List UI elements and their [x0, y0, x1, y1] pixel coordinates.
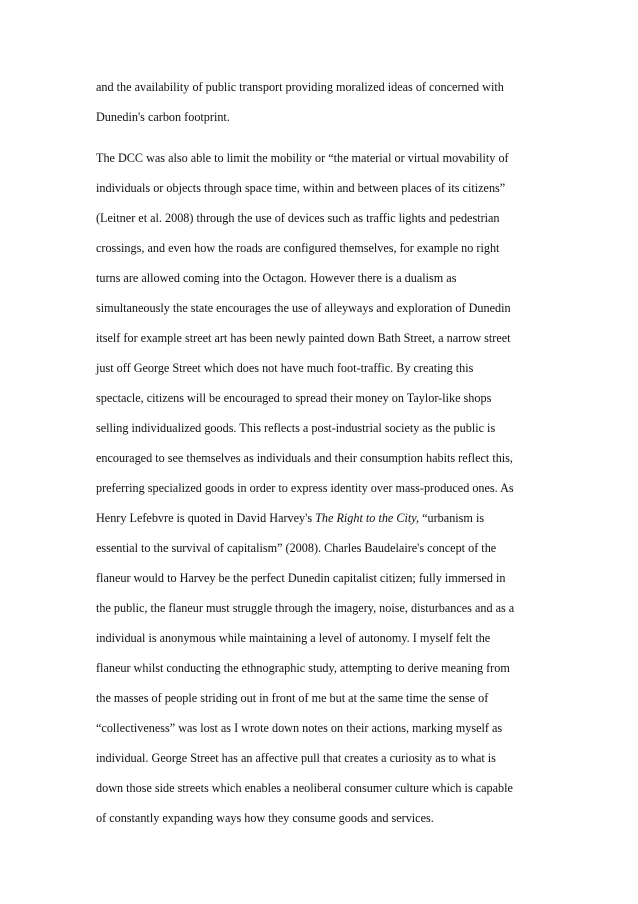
text-line: encouraged to see themselves as individuals and their consumption habits reflect this,: [96, 451, 513, 465]
text-line: turns are allowed coming into the Octagon. However there is a dualism as: [96, 271, 457, 285]
text-line: individual. George Street has an affective pull that creates a curiosity as to what is: [96, 751, 496, 765]
text-line: simultaneously the state encourages the use of alleyways and exploration of Dunedin: [96, 301, 511, 315]
text-line: down those side streets which enables a neoliberal consumer culture which is capable: [96, 781, 513, 795]
text-line: flaneur would to Harvey be the perfect Dunedin capitalist citizen; fully immersed in: [96, 571, 506, 585]
text-line: spectacle, citizens will be encouraged to spread their money on Taylor-like shops: [96, 391, 492, 405]
text-line: individual is anonymous while maintaining a level of autonomy. I myself felt the: [96, 631, 491, 645]
text-line: of constantly expanding ways how they consume goods and services.: [96, 811, 434, 825]
text-line: preferring specialized goods in order to express identity over mass-produced ones. As: [96, 481, 514, 495]
text-line: (Leitner et al. 2008) through the use of devices such as traffic lights and pedestrian: [96, 211, 500, 225]
book-title: The Right to the City,: [315, 511, 420, 525]
text-line: essential to the survival of capitalism” (2008). Charles Baudelaire's concept of the: [96, 541, 497, 555]
text-line: flaneur whilst conducting the ethnographic study, attempting to derive meaning from: [96, 661, 510, 675]
text-line: crossings, and even how the roads are configured themselves, for example no right: [96, 241, 500, 255]
text-line: selling individualized goods. This reflects a post-industrial society as the public is: [96, 421, 496, 435]
citation-text-after: “urbanism is: [419, 511, 485, 525]
text-line: Dunedin's carbon footprint.: [96, 110, 230, 124]
text-line: the masses of people striding out in front of me but at the same time the sense of: [96, 691, 489, 705]
text-line: The DCC was also able to limit the mobility or “the material or virtual movability of: [96, 151, 509, 165]
text-line: itself for example street art has been newly painted down Bath Street, a narrow street: [96, 331, 511, 345]
text-line: individuals or objects through space time, within and between places of its citizens”: [96, 181, 506, 195]
text-line: and the availability of public transport providing moralized ideas of concerned with: [96, 80, 504, 94]
citation-line: [96, 510, 484, 526]
text-line: just off George Street which does not have much foot-traffic. By creating this: [96, 361, 474, 375]
text-line: “collectiveness” was lost as I wrote down notes on their actions, marking myself as: [96, 721, 503, 735]
citation-text-before: Henry Lefebvre is quoted in David Harvey's: [96, 511, 316, 525]
text-line: the public, the flaneur must struggle through the imagery, noise, disturbances and as a: [96, 601, 515, 615]
